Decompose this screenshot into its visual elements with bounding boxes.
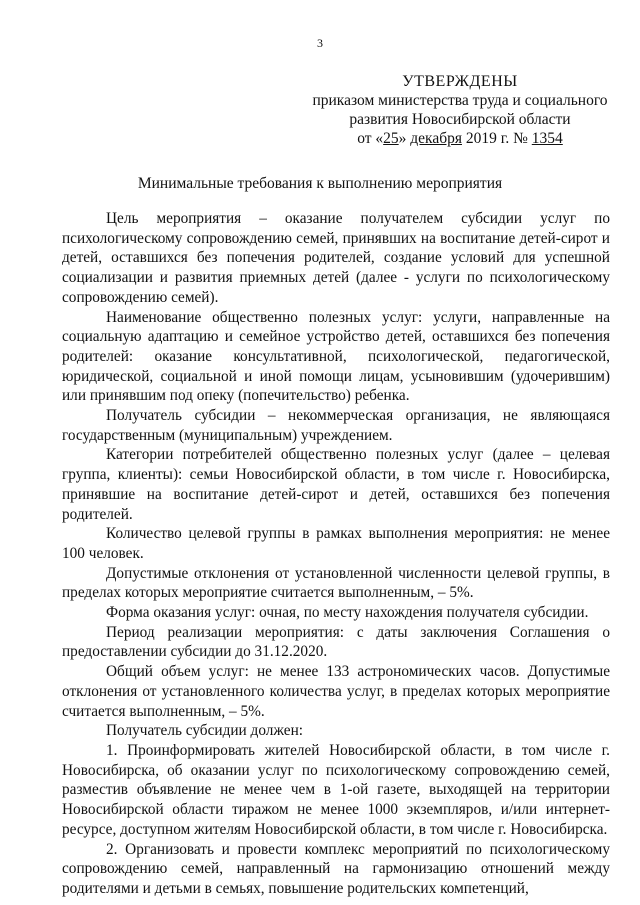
date-prefix: от «	[357, 130, 384, 147]
approval-heading: УТВЕРЖДЕНЫ	[402, 73, 518, 90]
paragraph-obligation-2: 2. Организовать и провести комплекс мероприятий по психологическому сопровождению семей, направленный на гармонизацию отношений между родителями и детьми в семьях, повышение родительских компетенций,	[62, 840, 610, 897]
paragraph-period: Период реализации мероприятия: с даты заключения Соглашения о предоставлении субсидии до 31.12.2020.	[62, 623, 610, 661]
order-year: 2019 г. №	[462, 130, 532, 147]
paragraph-obligations-intro: Получатель субсидии должен:	[106, 722, 303, 740]
paragraph-service-form: Форма оказания услуг: очная, по месту нахождения получателя субсидии.	[106, 604, 589, 622]
paragraph-group-size: Количество целевой группы в рамках выполнения мероприятия: не менее 100 человек.	[62, 525, 610, 562]
paragraph-group-deviation: Допустимые отклонения от установленной численности целевой группы, в пределах которых мероприятие считается выполненным, – 5%.	[62, 564, 610, 602]
approval-date-line	[300, 129, 620, 148]
order-day: 25	[383, 130, 399, 147]
date-mid: »	[398, 130, 411, 147]
paragraph-obligation-1: 1. Проинформировать жителей Новосибирской области, в том числе г. Новосибирска, об оказании услуг по психологическому сопровождению семей, разместив объявление не менее чем в 1-ой газете, выходящей на территории Новосибирской области тиражом не менее 1000 экземпляров, и/или интернет-ресурсе, доступном жителям Новосибирской области, в том числе г. Новосибирска.	[62, 741, 610, 838]
paragraph-goal: Цель мероприятия – оказание получателем субсидии услуг по психологическому сопровождению семей, принявших на воспитание детей-сирот и детей, оставшихся без попечения родителей, создание условий для успешной социализации и развития приемных детей (далее - услуги по психологическому сопровождению семей).	[62, 210, 610, 306]
paragraph-target-group: Категории потребителей общественно полезных услуг (далее – целевая группа, клиенты): семьи Новосибирской области, в том числе г. Новосибирска, принявшие на воспитание детей-сирот и детей, оставшихся без попечения родителей.	[62, 446, 610, 523]
order-month: декабря	[410, 130, 462, 147]
document-body	[62, 209, 610, 899]
paragraph-recipient: Получатель субсидии – некоммерческая организация, не являющаяся государственным (муниципальным) учреждением.	[62, 407, 610, 444]
approval-line-2: развития Новосибирской области	[349, 111, 571, 128]
approval-line-1: приказом министерства труда и социального	[312, 92, 608, 109]
page-number: 3	[317, 36, 323, 50]
paragraph-service-name: Наименование общественно полезных услуг: услуги, направленные на социальную адаптацию и семейное устройство детей, оставшихся без попечения родителей: оказание консультативной, психологической, педагогической, юридической, социальной и иной помощи лицам, усыновившим (удочерившим) или принявшим под опеку (попечительство) ребенка.	[62, 308, 610, 405]
paragraph-volume: Общий объем услуг: не менее 133 астрономических часов. Допустимые отклонения от установленного количества услуг, в пределах которых мероприятие считается выполненным, – 5%.	[62, 663, 610, 720]
document-title: Минимальные требования к выполнению мероприятия	[137, 175, 503, 192]
order-number: 1354	[531, 130, 563, 147]
approval-block	[300, 72, 620, 148]
